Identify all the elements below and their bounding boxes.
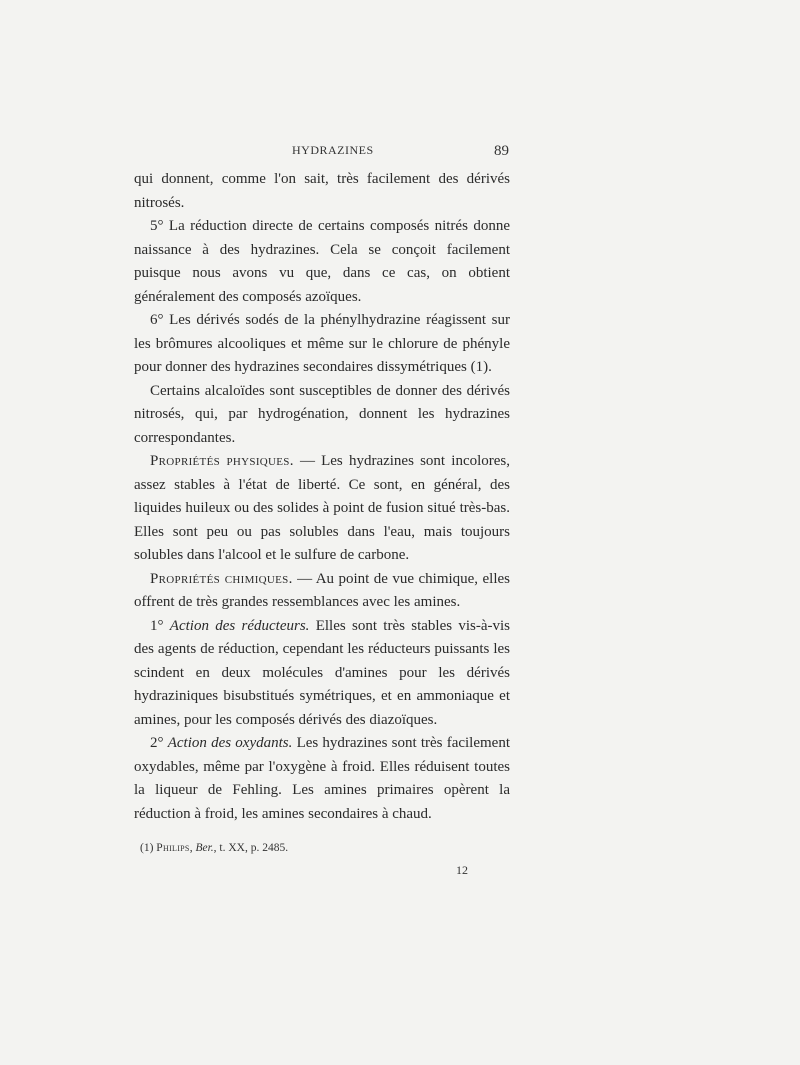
- section-heading-physical: Propriétés physiques.: [150, 453, 294, 469]
- physical-properties-text: — Les hydrazines sont incolores, assez stables à l'état de liberté. Ce sont, en général, des liquides huileux ou des solides à point de fusion situé très-bas. Elles sont peu ou pas solubles dans l'eau, mais toujours solubles dans l'alcool et le sulfure de carbone.: [134, 453, 511, 563]
- paragraph-physical-properties: [134, 450, 510, 568]
- subheading-reducers: Action des réducteurs.: [169, 617, 310, 634]
- signature-mark: 12: [456, 863, 468, 877]
- reducers-text: Elles sont très stables vis-à-vis des agents de réduction, cependant les réducteurs puissants les scindent en deux molécules d'amines pour les dérivés hydraziniques bisubstitués symétriques, et en ammoniaque et amines, pour les composés dérivés des diazoïques.: [134, 617, 511, 728]
- subheading-oxidants: Action des oxydants.: [167, 735, 293, 751]
- chemical-properties-text: — Au point de vue chimique, elles offrent de très grandes ressemblances avec les amines.: [134, 570, 510, 610]
- oxidants-text: Les hydrazines sont très facilement oxydables, même par l'oxygène à froid. Elles réduisent toutes la liqueur de Fehling. Les amines primaires opèrent la réduction à froid, les amines secondaires à chaud.: [134, 735, 510, 822]
- section-heading-chemical: Propriétés chimiques.: [150, 570, 293, 587]
- paragraph-chemical-properties: [134, 568, 510, 615]
- paragraph-oxidants: [134, 732, 510, 826]
- footnote-reference: , t. XX, p. 2485.: [213, 842, 289, 854]
- running-title: HYDRAZINES: [292, 143, 374, 157]
- footnote-separator: ,: [189, 842, 196, 854]
- paragraph-3: 6° Les dérivés sodés de la phénylhydrazine réagissent sur les brômures alcooliques et même sur le chlorure de phényle pour donner des hydrazines secondaires dissymétriques (1).: [134, 312, 510, 375]
- footnote-journal: Ber.: [195, 842, 214, 854]
- item-number-1: 1°: [150, 617, 170, 634]
- paragraph-1: qui donnent, comme l'on sait, très facilement des dérivés nitrosés.: [134, 171, 510, 211]
- body-text: [134, 168, 510, 826]
- paragraph-reducers: [134, 615, 510, 733]
- item-number-2: 2°: [150, 735, 168, 751]
- footnote: [140, 842, 288, 854]
- page-number: 89: [494, 143, 509, 159]
- paragraph-4: Certains alcaloïdes sont susceptibles de donner des dérivés nitrosés, qui, par hydrogénation, donnent les hydrazines correspondantes.: [134, 382, 510, 446]
- footnote-author: Philips: [156, 842, 190, 854]
- footnote-marker: (1): [140, 842, 157, 854]
- paragraph-2: 5° La réduction directe de certains composés nitrés donne naissance à des hydrazines. Cela se conçoit facilement puisque nous avons vu que, dans ce cas, on obtient généralement des composés azoïques.: [134, 218, 510, 305]
